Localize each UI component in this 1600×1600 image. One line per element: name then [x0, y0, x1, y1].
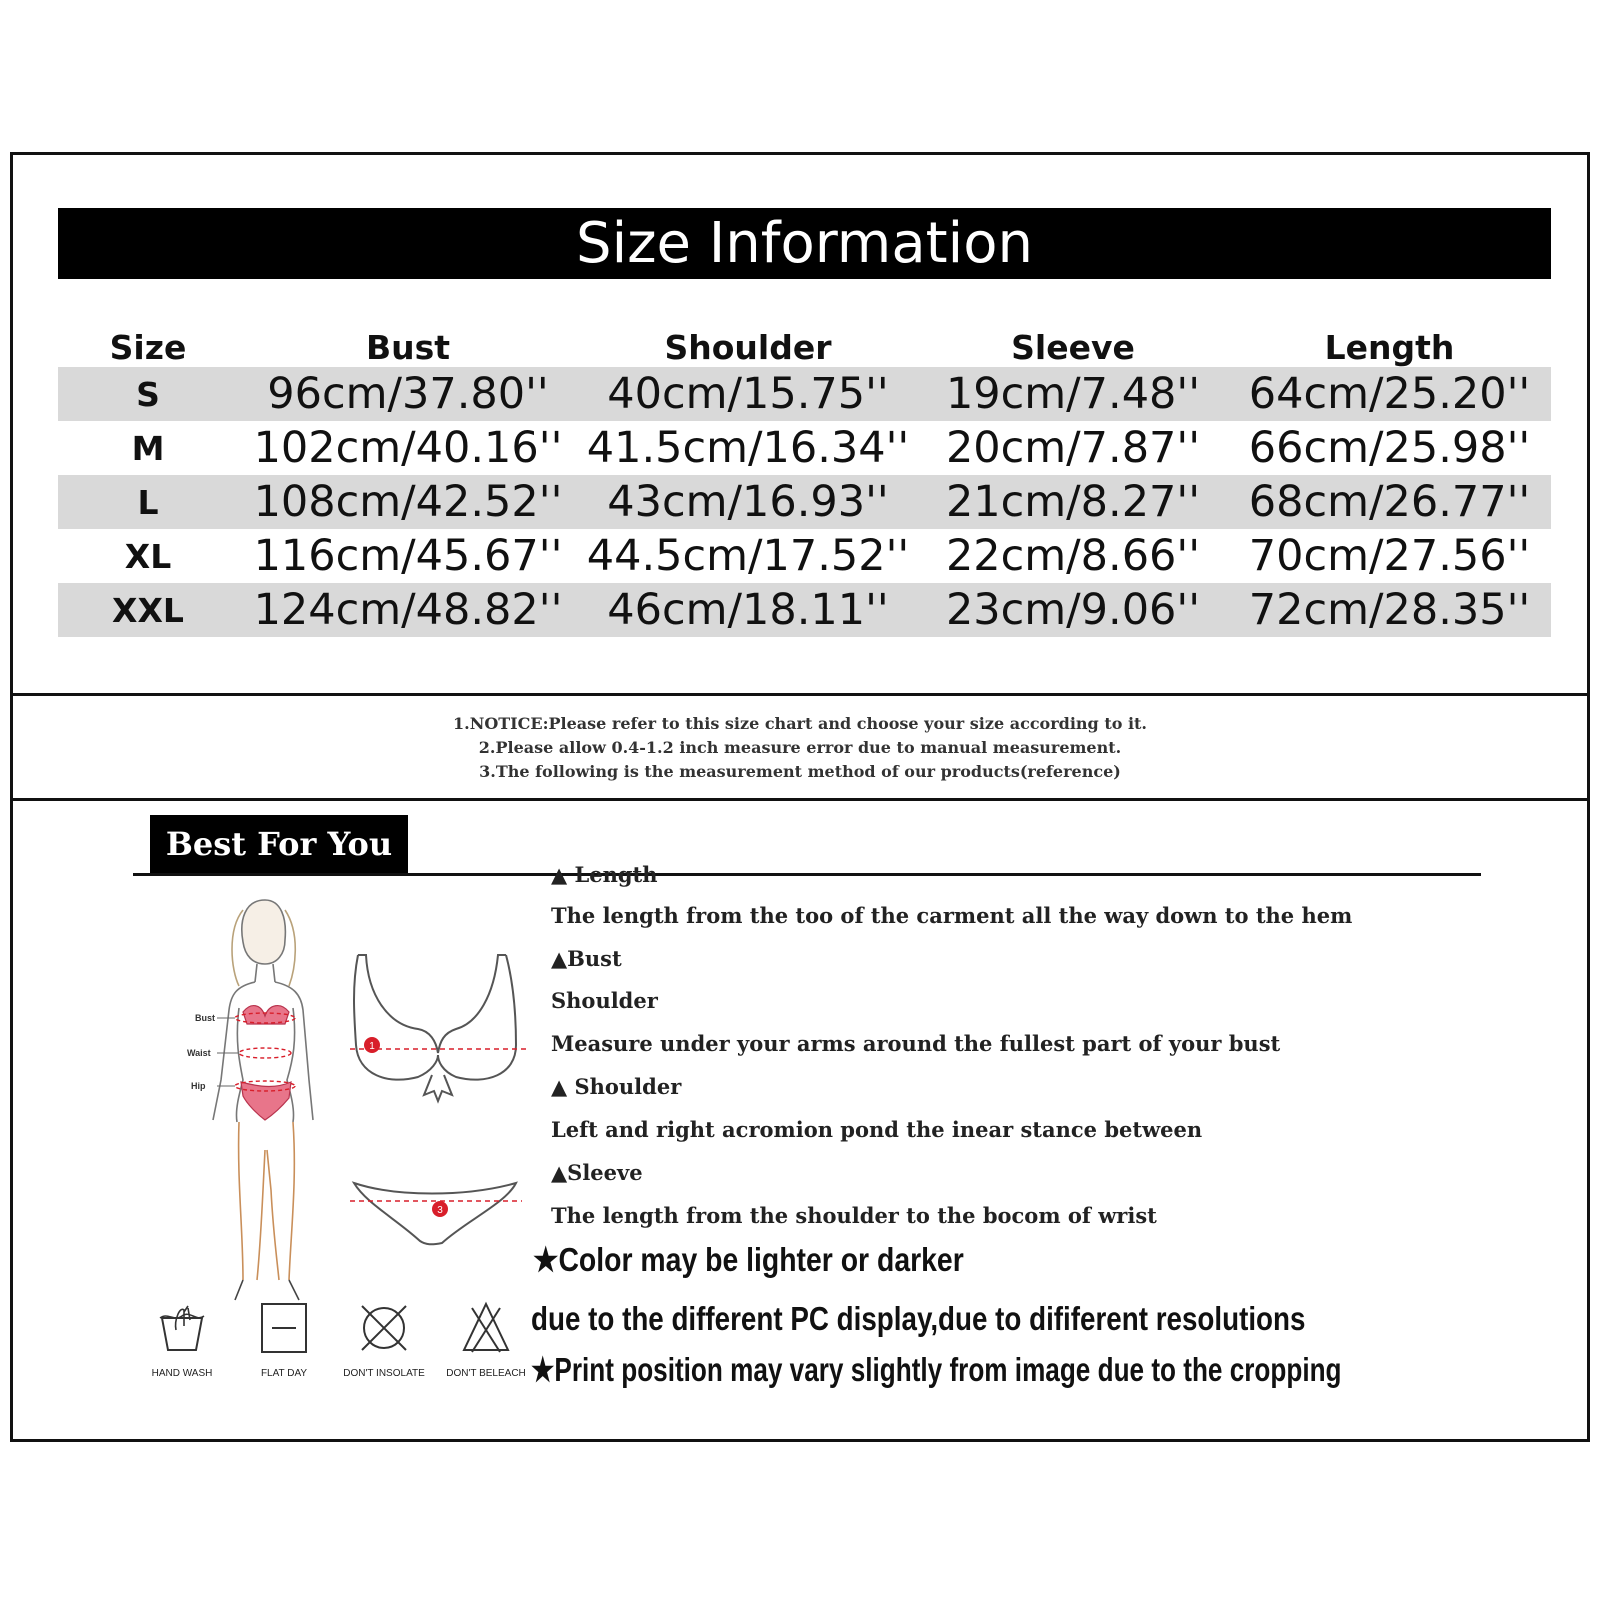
notice-line: 3.The following is the measurement method of our products(reference) [479, 762, 1121, 781]
care-dont-insolate [339, 1300, 429, 1379]
brief-measurement-diagram [346, 1173, 526, 1253]
length-cell: 64cm/25.20'' [1228, 367, 1551, 421]
sleeve-cell: 21cm/8.27'' [918, 475, 1228, 529]
care-label: DON'T INSOLATE [343, 1368, 425, 1379]
size-chart-frame [10, 152, 1590, 1442]
brief-marker-number: 3 [437, 1205, 443, 1216]
bust-cell: 102cm/40.16'' [253, 423, 563, 473]
length-cell: 70cm/27.56'' [1248, 531, 1531, 581]
table-row [58, 367, 1551, 421]
desc-shoulder-heading: ▲ Shoulder [551, 1074, 682, 1099]
desc-bust-heading: ▲Bust [551, 946, 622, 971]
desc-length-text: The length from the too of the carment all the way down to the hem [551, 903, 1353, 928]
table-row [58, 529, 1551, 583]
waist-label: Waist [187, 1048, 211, 1058]
no-bleach-icon [458, 1300, 514, 1356]
size-cell: XXL [58, 583, 238, 637]
size-cell: L [58, 475, 238, 529]
bust-cell: 108cm/42.52'' [238, 475, 578, 529]
best-for-you-heading: Best For You [150, 815, 408, 874]
shoulder-cell: 43cm/16.93'' [578, 475, 918, 529]
desc-length-heading: ▲ Length [551, 862, 658, 887]
note-display: due to the different PC display,due to dififerent resolutions [531, 1300, 1306, 1337]
shoulder-cell: 44.5cm/17.52'' [586, 531, 910, 581]
hip-label: Hip [191, 1081, 206, 1091]
length-cell: 72cm/28.35'' [1228, 583, 1551, 637]
desc-sleeve-heading: ▲Sleeve [551, 1160, 643, 1185]
note-print-position: ★Print position may vary slightly from image due to the cropping [531, 1351, 1342, 1388]
care-dont-bleach [441, 1300, 531, 1379]
size-cell: M [131, 428, 165, 468]
heading-rule [133, 873, 1481, 876]
sleeve-cell: 20cm/7.87'' [945, 423, 1201, 473]
bust-label: Bust [195, 1013, 215, 1023]
shoulder-cell: 40cm/15.75'' [578, 367, 918, 421]
bra-marker-number: 1 [369, 1041, 375, 1052]
shoulder-cell: 46cm/18.11'' [578, 583, 918, 637]
notice-line: 1.NOTICE:Please refer to this size chart and choose your size according to it. [453, 714, 1147, 733]
bust-cell: 96cm/37.80'' [238, 367, 578, 421]
model-figure-illustration [173, 890, 353, 1310]
note-color: ★Color may be lighter or darker [533, 1241, 964, 1278]
shoulder-cell: 41.5cm/16.34'' [586, 423, 910, 473]
bust-cell: 124cm/48.82'' [238, 583, 578, 637]
header-bust: Bust [365, 328, 451, 367]
size-information-title: Size Information [58, 208, 1551, 279]
header-shoulder: Shoulder [664, 328, 832, 367]
table-row [58, 475, 1551, 529]
care-flat-dry [239, 1300, 329, 1379]
flat-dry-icon [256, 1300, 312, 1356]
size-cell: S [58, 367, 238, 421]
care-hand-wash [137, 1300, 227, 1379]
desc-shoulder-text: Left and right acromion pond the inear stance between [551, 1117, 1203, 1142]
sleeve-cell: 19cm/7.48'' [918, 367, 1228, 421]
hand-wash-icon [154, 1300, 210, 1356]
notice-block [13, 712, 1587, 784]
length-cell: 66cm/25.98'' [1248, 423, 1531, 473]
header-sleeve: Sleeve [1011, 328, 1135, 367]
table-header-row [58, 320, 1551, 367]
size-cell: XL [124, 536, 172, 576]
no-sun-drying-icon [356, 1300, 412, 1356]
bust-cell: 116cm/45.67'' [253, 531, 563, 581]
length-cell: 68cm/26.77'' [1228, 475, 1551, 529]
desc-shoulder-label: Shoulder [551, 988, 658, 1013]
sleeve-cell: 22cm/8.66'' [945, 531, 1201, 581]
desc-bust-text: Measure under your arms around the fullest part of your bust [551, 1031, 1281, 1056]
notice-line: 2.Please allow 0.4-1.2 inch measure error due to manual measurement. [478, 738, 1122, 757]
care-label: HAND WASH [151, 1368, 213, 1379]
sleeve-cell: 23cm/9.06'' [918, 583, 1228, 637]
header-size: Size [109, 328, 187, 367]
table-row [58, 421, 1551, 475]
bra-measurement-diagram [338, 945, 538, 1115]
size-table [58, 320, 1551, 637]
desc-sleeve-text: The length from the shoulder to the bocom of wrist [551, 1203, 1157, 1228]
section-divider [13, 798, 1587, 801]
care-label: FLAT DAY [260, 1368, 308, 1379]
care-label: DON'T BELEACH [446, 1368, 526, 1379]
header-length: Length [1324, 328, 1455, 367]
table-row [58, 583, 1551, 637]
section-divider [13, 693, 1587, 696]
